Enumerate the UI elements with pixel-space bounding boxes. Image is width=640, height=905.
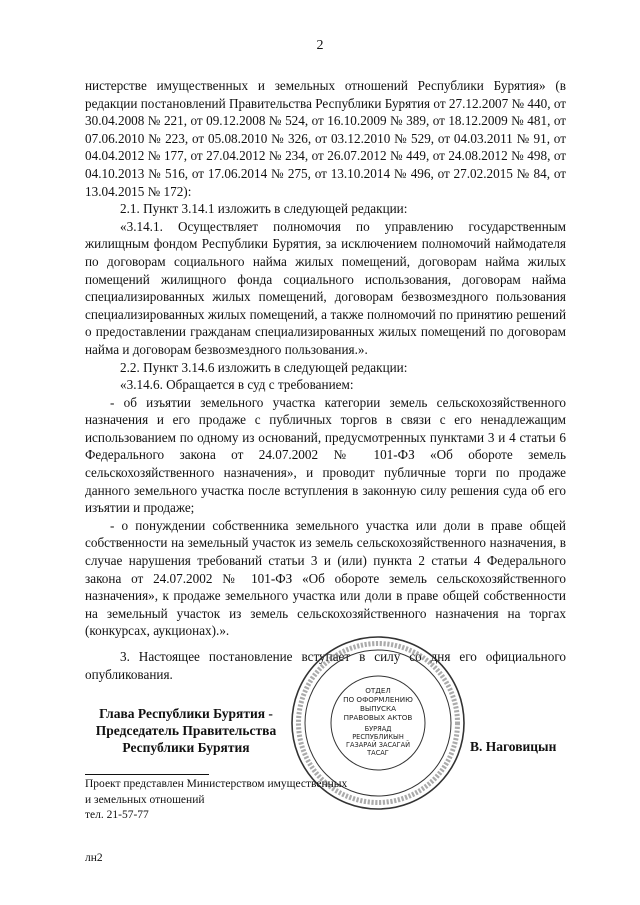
paragraph-compulsion-clause: - о понуждении собственника земельного участка или доли в праве общей собственности на земельный участок из земель сельскохозяйственного назначения, в случае нарушения требований статьи 3 и (или) пункта 2 статьи 4 Федерального закона от 24.07.2002 № 101-ФЗ «Об обороте земель сельскохозяйственного назначения», к продаже земельного участка или доли в праве общей собственности на земельный участок из земель сельскохозяйственного назначения на торгах (конкурсах, аукционах).». [85,517,566,639]
stamp-line-7: ГАЗАРАЙ ЗАСАГАЙ [345,741,411,749]
paragraph-preamble-continuation: нистерстве имущественных и земельных отношений Республики Бурятия» (в редакции постановлений Правительства Республики Бурятия от 27.12.2007 № 440, от 30.04.2008 № 221, от 09.12.2008 № 524, от 16.10.2009 № 389, от 18.12.2009 № 481, от 07.06.2010 № 223, от 05.08.2010 № 326, от 03.12.2010 № 529, от 04.03.2011 № 91, от 04.04.2012 № 177, от 27.04.2012 № 234, от 26.07.2012 № 449, от 24.08.2012 № 498, от 04.10.2013 № 516, от 17.06.2014 № 275, от 13.10.2014 № 496, от 27.02.2015 № 84, от 13.04.2015 № 172): [85,78,566,199]
signature-block [85,705,287,756]
signature-title-line2: Председатель Правительства [95,723,277,738]
stamp-line-4: ПРАВОВЫХ АКТОВ [343,713,413,722]
footnote [85,777,347,824]
stamp-line-3: ВЫПУСКА [359,704,397,713]
stamp-line-5: БУРЯАД [364,725,392,733]
stamp-line-2: ПО ОФОРМЛЕНИЮ [343,695,413,704]
signature-title-line3: Республики Бурятия [122,740,250,755]
stamp-line-1: ОТДЕЛ [365,686,391,695]
signatory-name: В. Наговицын [470,739,557,754]
footnote-divider [85,774,209,775]
footnote-line1: Проект представлен Министерством имущественных [85,778,348,790]
paragraph-entry-into-force: 3. Настоящее постановление вступает в силу со дня его официального опубликования. [85,649,566,682]
document-code: лн2 [85,852,103,864]
paragraph-item-2-1: 2.1. Пункт 3.14.1 изложить в следующей редакции: [120,201,408,217]
footnote-phone: тел. 21-57-77 [85,809,149,821]
paragraph-item-3-14-6-intro: «3.14.6. Обращается в суд с требованием: [120,377,354,393]
footnote-line2: и земельных отношений [85,793,205,806]
stamp-line-6: РЕСПУБЛИКЫН [352,733,404,741]
page-number: 2 [316,38,324,53]
signature-title-line1: Глава Республики Бурятия - [99,706,273,721]
paragraph-seizure-clause: - об изъятии земельного участка категории земель сельскохозяйственного назначения и его продаже с публичных торгов в связи с его ненадлежащим использованием по одному из оснований, предусмотренных пунктами 3 и 4 статьи 6 Федерального закона от 24.07.2002 № 101-ФЗ «Об обороте земель сельскохозяйственного назначения», и проводит публичные торги по продаже данного земельного участка после вступления в законную силу решения суда об его изъятии и продаже; [85,394,566,516]
stamp-line-8: ТАСАГ [367,749,389,757]
document-body [85,77,566,683]
paragraph-item-3-14-1-text: «3.14.1. Осуществляет полномочия по управлению государственным жилищным фондом Республики Бурятия, за исключением полномочий наймодателя по договорам социального найма жилых помещений, договорам найма жилых помещений жилищного фонда социального использования, договорам найма специализированных жилых помещений, договорам безвозмездного пользования специализированных жилых помещений, а также полномочий по принятию решений о предоставлении гражданам специализированных жилых помещений по договорам найма и договорам безвозмездного пользования.». [85,218,566,357]
paragraph-item-2-2: 2.2. Пункт 3.14.6 изложить в следующей редакции: [120,359,408,375]
